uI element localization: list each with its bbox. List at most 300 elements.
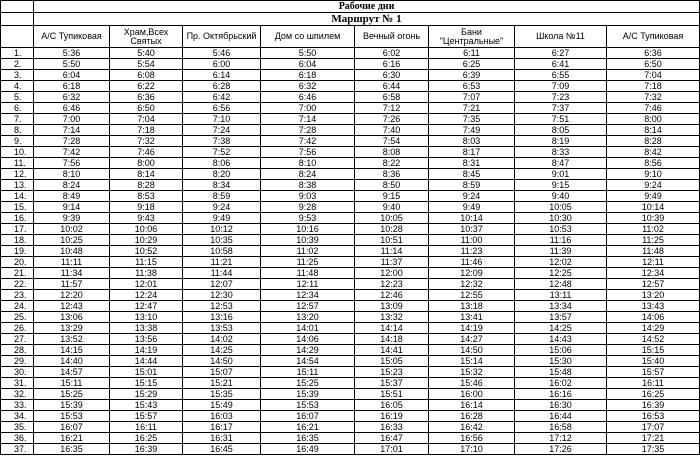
departure-time: 7:42 (34, 147, 110, 158)
departure-time: 13:57 (515, 312, 607, 323)
row-number: 20. (1, 257, 34, 268)
departure-time: 7:14 (261, 114, 355, 125)
row-number: 31. (1, 378, 34, 389)
table-row (1, 103, 700, 114)
departure-time: 9:10 (607, 169, 700, 180)
departure-time: 14:15 (34, 345, 110, 356)
departure-time: 13:32 (355, 312, 429, 323)
departure-time: 6:18 (261, 70, 355, 81)
departure-time: 7:26 (355, 114, 429, 125)
departure-time: 14:18 (355, 334, 429, 345)
departure-time: 7:42 (261, 136, 355, 147)
table-row (1, 411, 700, 422)
table-row (1, 378, 700, 389)
departure-time: 8:33 (515, 147, 607, 158)
departure-time: 8:24 (261, 169, 355, 180)
header-number (1, 26, 34, 48)
table-row (1, 290, 700, 301)
departure-time: 6:50 (607, 59, 700, 70)
departure-time: 10:39 (607, 213, 700, 224)
departure-time: 8:05 (515, 125, 607, 136)
departure-time: 13:20 (261, 312, 355, 323)
departure-time: 14:25 (515, 323, 607, 334)
departure-time: 8:24 (34, 180, 110, 191)
departure-time: 8:59 (183, 191, 261, 202)
departure-time: 15:40 (607, 356, 700, 367)
row-number: 7. (1, 114, 34, 125)
departure-time: 13:06 (34, 312, 110, 323)
departure-time: 14:14 (355, 323, 429, 334)
departure-time: 11:39 (515, 246, 607, 257)
header-stop-6: Бани "Центральные" (429, 26, 515, 48)
departure-time: 15:53 (261, 400, 355, 411)
departure-time: 15:46 (429, 378, 515, 389)
header-stop-4: Дом со шпилем (261, 26, 355, 48)
departure-time: 6:53 (429, 81, 515, 92)
departure-time: 16:56 (429, 433, 515, 444)
departure-time: 7:37 (515, 103, 607, 114)
departure-time: 7:24 (183, 125, 261, 136)
table-row (1, 433, 700, 444)
departure-time: 15:15 (110, 378, 183, 389)
row-number: 10. (1, 147, 34, 158)
departure-time: 9:15 (355, 191, 429, 202)
departure-time: 17:35 (607, 444, 700, 455)
departure-time: 11:48 (607, 246, 700, 257)
departure-time: 15:43 (110, 400, 183, 411)
row-number: 24. (1, 301, 34, 312)
departure-time: 9:24 (429, 191, 515, 202)
departure-time: 15:23 (355, 367, 429, 378)
departure-time: 16:44 (515, 411, 607, 422)
departure-time: 12:53 (183, 301, 261, 312)
departure-time: 13:34 (515, 301, 607, 312)
table-row (1, 147, 700, 158)
departure-time: 16:35 (34, 444, 110, 455)
departure-time: 17:10 (429, 444, 515, 455)
departure-time: 17:12 (515, 433, 607, 444)
row-number: 19. (1, 246, 34, 257)
departure-time: 16:58 (515, 422, 607, 433)
header-stop-1: А/С Тупиковая (34, 26, 110, 48)
departure-time: 16:19 (355, 411, 429, 422)
departure-time: 9:39 (34, 213, 110, 224)
corner-cell (1, 1, 34, 13)
departure-time: 14:50 (429, 345, 515, 356)
departure-time: 8:31 (429, 158, 515, 169)
departure-time: 9:40 (515, 191, 607, 202)
departure-time: 6:25 (429, 59, 515, 70)
departure-time: 7:40 (355, 125, 429, 136)
row-number: 2. (1, 59, 34, 70)
departure-time: 6:00 (183, 59, 261, 70)
table-row (1, 70, 700, 81)
schedule-body (1, 48, 700, 455)
row-number: 9. (1, 136, 34, 147)
table-row (1, 125, 700, 136)
departure-time: 6:46 (261, 92, 355, 103)
departure-time: 16:21 (261, 422, 355, 433)
departure-time: 13:41 (429, 312, 515, 323)
table-row (1, 169, 700, 180)
departure-time: 11:02 (261, 246, 355, 257)
row-number: 30. (1, 367, 34, 378)
row-number: 28. (1, 345, 34, 356)
departure-time: 7:32 (607, 92, 700, 103)
table-row (1, 444, 700, 455)
departure-time: 10:06 (110, 224, 183, 235)
table-row (1, 114, 700, 125)
departure-time: 16:21 (34, 433, 110, 444)
row-number: 1. (1, 48, 34, 59)
departure-time: 7:32 (110, 136, 183, 147)
table-row (1, 235, 700, 246)
header-stop-5: Вечный огонь (355, 26, 429, 48)
departure-time: 14:27 (429, 334, 515, 345)
departure-time: 8:45 (429, 169, 515, 180)
departure-time: 15:07 (183, 367, 261, 378)
departure-time: 6:56 (183, 103, 261, 114)
departure-time: 9:24 (607, 180, 700, 191)
departure-time: 7:35 (429, 114, 515, 125)
departure-time: 15:39 (261, 389, 355, 400)
departure-time: 7:46 (110, 147, 183, 158)
departure-time: 15:06 (515, 345, 607, 356)
title-row (1, 1, 700, 13)
departure-time: 15:11 (261, 367, 355, 378)
departure-time: 12:47 (110, 301, 183, 312)
departure-time: 14:29 (261, 345, 355, 356)
departure-time: 11:44 (183, 268, 261, 279)
departure-time: 16:17 (183, 422, 261, 433)
departure-time: 13:52 (34, 334, 110, 345)
departure-time: 6:46 (34, 103, 110, 114)
departure-time: 9:03 (261, 191, 355, 202)
departure-time: 12:32 (429, 279, 515, 290)
departure-time: 7:56 (34, 158, 110, 169)
departure-time: 16:39 (607, 400, 700, 411)
departure-time: 7:51 (515, 114, 607, 125)
table-row (1, 158, 700, 169)
row-number: 26. (1, 323, 34, 334)
departure-time: 11:48 (261, 268, 355, 279)
table-row (1, 367, 700, 378)
departure-time: 6:30 (355, 70, 429, 81)
departure-time: 6:11 (429, 48, 515, 59)
departure-time: 12:07 (183, 279, 261, 290)
departure-time: 12:09 (429, 268, 515, 279)
departure-time: 11:23 (429, 246, 515, 257)
departure-time: 12:02 (515, 257, 607, 268)
row-number: 34. (1, 411, 34, 422)
row-number: 29. (1, 356, 34, 367)
departure-time: 8:38 (261, 180, 355, 191)
departure-time: 11:37 (355, 257, 429, 268)
departure-time: 14:40 (34, 356, 110, 367)
departure-time: 9:53 (261, 213, 355, 224)
departure-time: 15:25 (261, 378, 355, 389)
departure-time: 7:18 (110, 125, 183, 136)
departure-time: 6:36 (110, 92, 183, 103)
departure-time: 12:11 (607, 257, 700, 268)
row-number: 37. (1, 444, 34, 455)
table-row (1, 356, 700, 367)
departure-time: 6:02 (355, 48, 429, 59)
departure-time: 10:28 (355, 224, 429, 235)
departure-time: 15:11 (34, 378, 110, 389)
departure-time: 13:56 (110, 334, 183, 345)
departure-time: 8:50 (355, 180, 429, 191)
departure-time: 10:25 (34, 235, 110, 246)
departure-time: 5:50 (261, 48, 355, 59)
departure-time: 5:36 (34, 48, 110, 59)
departure-time: 10:39 (261, 235, 355, 246)
departure-time: 13:16 (183, 312, 261, 323)
departure-time: 6:27 (515, 48, 607, 59)
table-row (1, 345, 700, 356)
route-row (1, 13, 700, 26)
row-number: 18. (1, 235, 34, 246)
departure-time: 13:20 (607, 290, 700, 301)
departure-time: 6:28 (183, 81, 261, 92)
departure-time: 7:09 (515, 81, 607, 92)
table-row (1, 191, 700, 202)
departure-time: 10:52 (110, 246, 183, 257)
column-header-row (1, 26, 700, 48)
departure-time: 11:34 (34, 268, 110, 279)
table-row (1, 323, 700, 334)
departure-time: 11:11 (34, 257, 110, 268)
departure-time: 16:00 (429, 389, 515, 400)
departure-time: 12:24 (110, 290, 183, 301)
departure-time: 6:08 (110, 70, 183, 81)
departure-time: 12:43 (34, 301, 110, 312)
departure-time: 16:25 (110, 433, 183, 444)
header-stop-8: А/С Тупиковая (607, 26, 700, 48)
departure-time: 15:21 (183, 378, 261, 389)
table-row (1, 279, 700, 290)
departure-time: 11:00 (429, 235, 515, 246)
row-number: 23. (1, 290, 34, 301)
row-number: 36. (1, 433, 34, 444)
departure-time: 16:42 (429, 422, 515, 433)
header-stop-7: Школа №11 (515, 26, 607, 48)
table-row (1, 400, 700, 411)
departure-time: 8:28 (607, 136, 700, 147)
departure-time: 12:30 (183, 290, 261, 301)
departure-time: 7:21 (429, 103, 515, 114)
row-number: 4. (1, 81, 34, 92)
departure-time: 7:23 (515, 92, 607, 103)
table-row (1, 268, 700, 279)
table-row (1, 81, 700, 92)
departure-time: 7:10 (183, 114, 261, 125)
table-row (1, 59, 700, 70)
departure-time: 5:54 (110, 59, 183, 70)
departure-time: 8:49 (34, 191, 110, 202)
departure-time: 15:30 (515, 356, 607, 367)
departure-time: 14:02 (183, 334, 261, 345)
departure-time: 17:01 (355, 444, 429, 455)
departure-time: 10:14 (429, 213, 515, 224)
departure-time: 15:01 (110, 367, 183, 378)
departure-time: 13:18 (429, 301, 515, 312)
departure-time: 6:22 (110, 81, 183, 92)
departure-time: 15:35 (183, 389, 261, 400)
departure-time: 7:14 (34, 125, 110, 136)
departure-time: 10:51 (355, 235, 429, 246)
row-number: 25. (1, 312, 34, 323)
row-number: 27. (1, 334, 34, 345)
departure-time: 6:32 (34, 92, 110, 103)
departure-time: 14:19 (429, 323, 515, 334)
departure-time: 12:48 (515, 279, 607, 290)
departure-time: 7:07 (429, 92, 515, 103)
departure-time: 14:44 (110, 356, 183, 367)
departure-time: 9:14 (34, 202, 110, 213)
departure-time: 6:04 (261, 59, 355, 70)
row-number: 11. (1, 158, 34, 169)
departure-time: 7:12 (355, 103, 429, 114)
departure-time: 8:42 (607, 147, 700, 158)
departure-time: 8:28 (110, 180, 183, 191)
departure-time: 7:04 (110, 114, 183, 125)
departure-time: 11:02 (607, 224, 700, 235)
departure-time: 16:39 (110, 444, 183, 455)
departure-time: 8:20 (183, 169, 261, 180)
departure-time: 17:07 (607, 422, 700, 433)
departure-time: 10:05 (355, 213, 429, 224)
departure-time: 16:33 (355, 422, 429, 433)
departure-time: 14:06 (607, 312, 700, 323)
departure-time: 14:52 (607, 334, 700, 345)
departure-time: 9:24 (183, 202, 261, 213)
departure-time: 15:57 (607, 367, 700, 378)
departure-time: 6:42 (183, 92, 261, 103)
departure-time: 16:35 (261, 433, 355, 444)
departure-time: 15:15 (607, 345, 700, 356)
departure-time: 16:11 (607, 378, 700, 389)
departure-time: 15:32 (429, 367, 515, 378)
departure-time: 10:35 (183, 235, 261, 246)
departure-time: 11:21 (183, 257, 261, 268)
departure-time: 12:34 (261, 290, 355, 301)
departure-time: 12:46 (355, 290, 429, 301)
departure-time: 14:43 (515, 334, 607, 345)
departure-time: 10:02 (34, 224, 110, 235)
departure-time: 9:01 (515, 169, 607, 180)
departure-time: 16:05 (355, 400, 429, 411)
departure-time: 8:08 (355, 147, 429, 158)
departure-time: 7:38 (183, 136, 261, 147)
departure-time: 14:01 (261, 323, 355, 334)
departure-time: 16:11 (110, 422, 183, 433)
departure-time: 6:39 (429, 70, 515, 81)
departure-time: 16:16 (515, 389, 607, 400)
table-row (1, 136, 700, 147)
departure-time: 6:41 (515, 59, 607, 70)
departure-time: 14:50 (183, 356, 261, 367)
departure-time: 14:29 (607, 323, 700, 334)
departure-time: 14:06 (261, 334, 355, 345)
table-row (1, 257, 700, 268)
departure-time: 9:15 (515, 180, 607, 191)
departure-time: 15:37 (355, 378, 429, 389)
departure-time: 6:16 (355, 59, 429, 70)
departure-time: 12:23 (355, 279, 429, 290)
departure-time: 15:29 (110, 389, 183, 400)
departure-time: 16:14 (429, 400, 515, 411)
row-number: 12. (1, 169, 34, 180)
departure-time: 6:36 (607, 48, 700, 59)
departure-time: 8:34 (183, 180, 261, 191)
departure-time: 16:07 (34, 422, 110, 433)
table-row (1, 48, 700, 59)
departure-time: 10:29 (110, 235, 183, 246)
departure-time: 6:18 (34, 81, 110, 92)
departure-time: 8:00 (607, 114, 700, 125)
departure-time: 9:28 (261, 202, 355, 213)
departure-time: 8:47 (515, 158, 607, 169)
departure-time: 11:14 (355, 246, 429, 257)
departure-time: 16:28 (429, 411, 515, 422)
departure-time: 10:16 (261, 224, 355, 235)
departure-time: 7:49 (429, 125, 515, 136)
table-row (1, 389, 700, 400)
row-number: 13. (1, 180, 34, 191)
departure-time: 17:26 (515, 444, 607, 455)
departure-time: 15:51 (355, 389, 429, 400)
row-number: 3. (1, 70, 34, 81)
table-row (1, 202, 700, 213)
row-number: 32. (1, 389, 34, 400)
departure-time: 12:01 (110, 279, 183, 290)
departure-time: 12:25 (515, 268, 607, 279)
schedule-title: Рабочие дни (34, 1, 700, 13)
departure-time: 16:31 (183, 433, 261, 444)
departure-time: 15:25 (34, 389, 110, 400)
departure-time: 15:49 (183, 400, 261, 411)
departure-time: 7:00 (261, 103, 355, 114)
departure-time: 10:05 (515, 202, 607, 213)
departure-time: 15:05 (355, 356, 429, 367)
departure-time: 8:19 (515, 136, 607, 147)
row-number: 17. (1, 224, 34, 235)
departure-time: 16:25 (607, 389, 700, 400)
table-row (1, 312, 700, 323)
table-row (1, 180, 700, 191)
departure-time: 6:32 (261, 81, 355, 92)
departure-time: 15:48 (515, 367, 607, 378)
departure-time: 14:19 (110, 345, 183, 356)
departure-time: 15:14 (429, 356, 515, 367)
departure-time: 16:03 (183, 411, 261, 422)
row-number: 33. (1, 400, 34, 411)
departure-time: 8:00 (110, 158, 183, 169)
departure-time: 9:49 (607, 191, 700, 202)
departure-time: 12:55 (429, 290, 515, 301)
departure-time: 16:47 (355, 433, 429, 444)
table-row (1, 334, 700, 345)
row-number: 16. (1, 213, 34, 224)
departure-time: 7:18 (607, 81, 700, 92)
departure-time: 8:22 (355, 158, 429, 169)
departure-time: 16:30 (515, 400, 607, 411)
table-row (1, 92, 700, 103)
departure-time: 12:57 (261, 301, 355, 312)
departure-time: 8:17 (429, 147, 515, 158)
table-row (1, 422, 700, 433)
